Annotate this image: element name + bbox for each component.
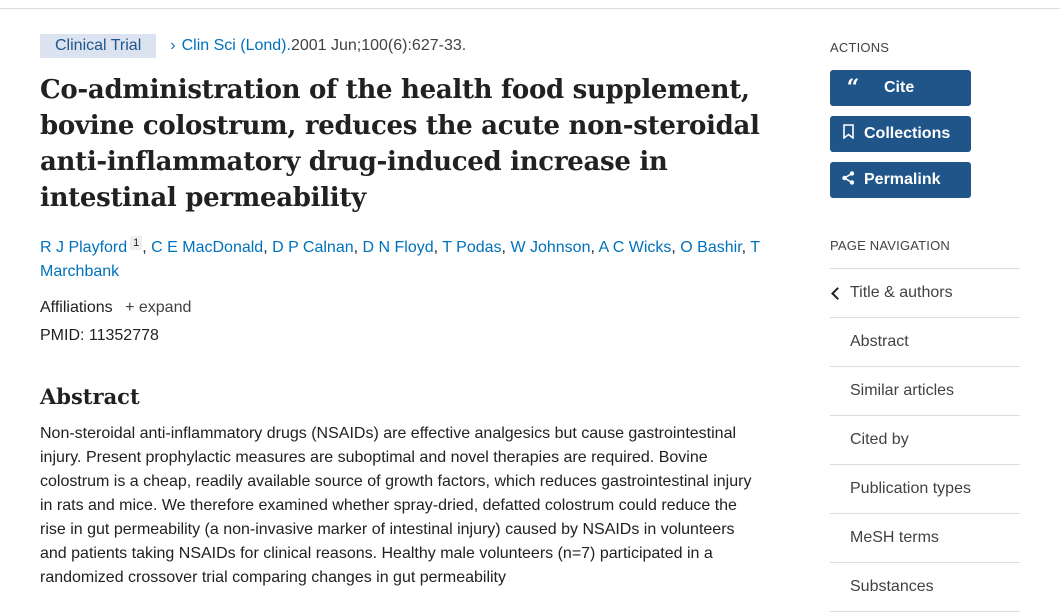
author-link[interactable]: T Marchbank — [40, 239, 760, 280]
nav-abstract[interactable]: Abstract — [830, 318, 1020, 367]
nav-title-authors[interactable]: Title & authors — [830, 269, 1020, 318]
affiliations-label: Affiliations — [40, 299, 113, 316]
author-list: R J Playford 1 , C E MacDonald, D P Calnan, D N Floyd, T Podas, W Johnson, A C Wicks, O Bashir, T Marchbank — [40, 237, 760, 280]
page-navigation — [830, 268, 1020, 612]
collections-label: Collections — [864, 125, 951, 142]
affiliation-ref[interactable]: 1 — [130, 236, 142, 250]
nav-publication-types[interactable]: Publication types — [830, 465, 1020, 514]
journal-link[interactable]: Clin Sci (Lond). — [181, 37, 291, 54]
page-navigation-heading: PAGE NAVIGATION — [830, 238, 951, 253]
expand-affiliations-button[interactable]: + expand — [125, 299, 192, 316]
author-link[interactable]: A C Wicks — [598, 239, 672, 256]
top-divider — [0, 8, 1060, 9]
article-main — [40, 34, 760, 590]
article-title: Co-administration of the health food supplement, bovine colostrum, reduces the acute non-steroidal anti-inflammatory drug-induced increase in intestinal permeability — [40, 75, 760, 213]
article-type-badge: Clinical Trial — [40, 34, 156, 58]
actions-heading: ACTIONS — [830, 40, 890, 55]
author-link[interactable]: D P Calnan — [272, 239, 354, 256]
nav-mesh-terms[interactable]: MeSH terms — [830, 514, 1020, 563]
permalink-label: Permalink — [864, 171, 941, 188]
cite-label: Cite — [884, 79, 915, 96]
author-link[interactable]: R J Playford — [40, 239, 128, 256]
nav-similar-articles[interactable]: Similar articles — [830, 367, 1020, 416]
cite-button[interactable] — [830, 70, 971, 106]
article-meta — [40, 34, 760, 58]
affiliations — [40, 296, 760, 320]
author-link[interactable]: W Johnson — [510, 239, 591, 256]
share-icon — [842, 171, 854, 190]
permalink-button[interactable] — [830, 162, 971, 198]
pmid: PMID: 11352778 — [40, 327, 159, 344]
author-link[interactable]: D N Floyd — [362, 239, 434, 256]
nav-cited-by[interactable]: Cited by — [830, 416, 1020, 465]
collections-button[interactable] — [830, 116, 971, 152]
abstract-heading: Abstract — [40, 384, 140, 409]
bookmark-icon — [842, 124, 854, 144]
quote-icon: “ — [846, 75, 860, 101]
chevron-right-icon[interactable]: › — [170, 37, 176, 54]
author-link[interactable]: C E MacDonald — [151, 239, 264, 256]
abstract-text: Non-steroidal anti-inflammatory drugs (NSAIDs) are effective analgesics but cause gastrointestinal injury. Present prophylactic measures are suboptimal and novel therapies are required. Bovine colostrum is a cheap, readily available source of growth factors, which reduces gastrointestinal injury in rats and mice. We therefore examined whether spray-dried, defatted colostrum could reduce the rise in gut permeability (a non-invasive marker of intestinal injury) caused by NSAIDs in volunteers and patients taking NSAIDs for clinical reasons. Healthy male volunteers (n=7) participated in a randomized crossover trial comparing changes in gut permeability — [40, 425, 752, 586]
citation-details: 2001 Jun;100(6):627-33. — [290, 37, 467, 54]
author-link[interactable]: O Bashir — [680, 239, 742, 256]
nav-substances[interactable]: Substances — [830, 563, 1020, 612]
author-link[interactable]: T Podas — [442, 239, 502, 256]
